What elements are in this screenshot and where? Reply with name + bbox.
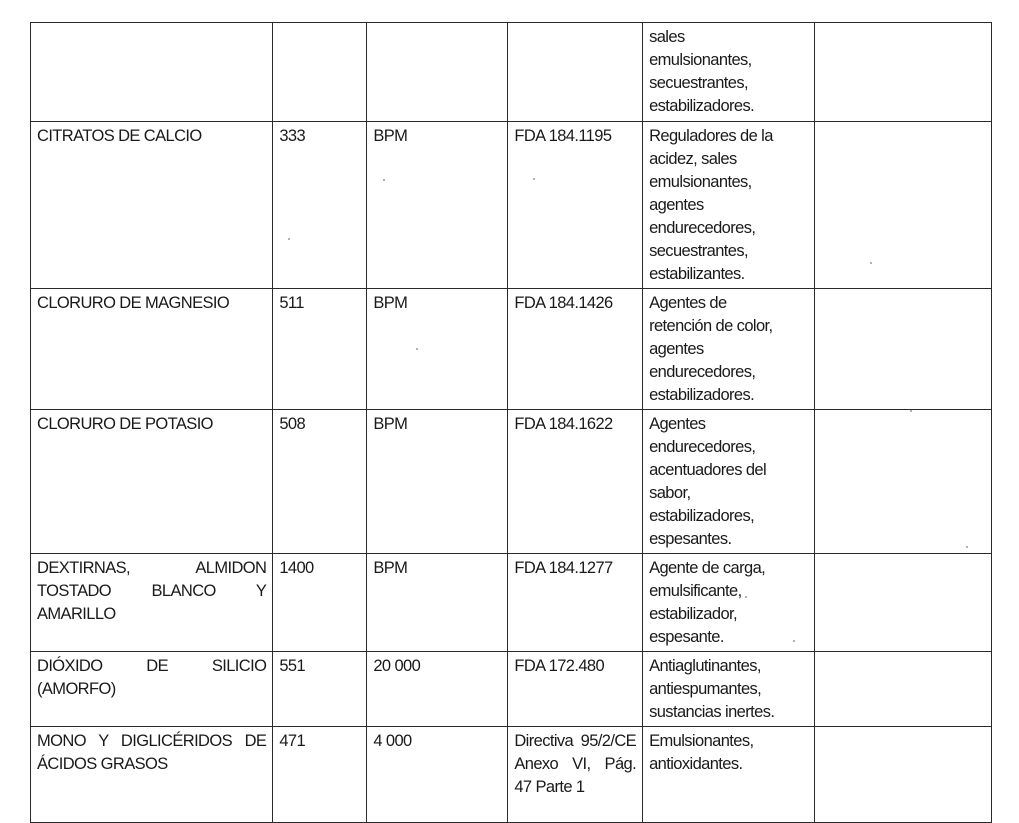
scan-speck: [383, 179, 385, 181]
function-line: Antiaglutinantes,: [649, 657, 761, 675]
ins-number-cell: [273, 289, 367, 410]
reference-text: FDA 184.1277: [514, 559, 613, 577]
additive-name-cell: [31, 122, 273, 289]
scan-speck: [416, 348, 418, 350]
scan-speck: [533, 178, 535, 180]
notes-cell: [815, 652, 992, 727]
max-limit-cell: [367, 122, 508, 289]
scan-speck: [793, 640, 795, 642]
scan-speck: [745, 596, 747, 598]
additives-table-container: [30, 22, 992, 823]
function-line: acidez, sales: [649, 150, 737, 168]
function-line: endurecedores,: [649, 363, 756, 381]
function-line: endurecedores,: [649, 219, 756, 237]
additive-name-text: MONO Y DIGLICÉRIDOS DE ÁCIDOS GRASOS: [37, 732, 267, 773]
table-row: [31, 23, 992, 122]
function-line: estabilizantes.: [649, 265, 745, 283]
additive-name-cell: [31, 410, 273, 554]
function-line: Reguladores de la: [649, 127, 773, 145]
scan-speck: [966, 546, 968, 548]
technological-function-cell: [643, 122, 815, 289]
function-line: retención de color,: [649, 317, 773, 335]
technological-function-cell: [643, 554, 815, 652]
function-line: emulsionantes,: [649, 173, 752, 191]
reference-cell: [508, 122, 643, 289]
function-line: agentes: [649, 196, 704, 214]
reference-cell: [508, 23, 643, 122]
table-row: [31, 554, 992, 652]
function-line: sustancias inertes.: [649, 703, 775, 721]
function-line: emulsificante,: [649, 582, 742, 600]
function-line: estabilizadores.: [649, 386, 755, 404]
function-line: sabor,: [649, 484, 691, 502]
max-limit-text: BPM: [373, 294, 408, 312]
function-line: sales: [649, 28, 685, 46]
max-limit-cell: [367, 727, 508, 823]
ins-number-cell: [273, 23, 367, 122]
ins-number-text: 551: [279, 657, 306, 675]
max-limit-text: BPM: [373, 415, 408, 433]
table-row: [31, 652, 992, 727]
additive-name-cell: [31, 727, 273, 823]
notes-cell: [815, 554, 992, 652]
additive-name-text: DEXTIRNAS, ALMIDON TOSTADO BLANCO Y AMARILLO: [37, 559, 267, 623]
max-limit-cell: [367, 289, 508, 410]
reference-text: FDA 172.480: [514, 657, 605, 675]
additive-name-cell: [31, 23, 273, 122]
ins-number-cell: [273, 652, 367, 727]
reference-text: FDA 184.1195: [514, 127, 612, 145]
ins-number-cell: [273, 410, 367, 554]
ins-number-text: 511: [279, 294, 304, 312]
technological-function-cell: [643, 727, 815, 823]
table-row: [31, 289, 992, 410]
function-line: estabilizadores.: [649, 97, 755, 115]
function-line: acentuadores del: [649, 461, 767, 479]
ins-number-cell: [273, 727, 367, 823]
function-line: secuestrantes,: [649, 74, 748, 92]
reference-cell: [508, 554, 643, 652]
max-limit-text: 4 000: [373, 732, 412, 750]
function-line: estabilizadores,: [649, 507, 755, 525]
function-line: endurecedores,: [649, 438, 756, 456]
reference-text: FDA 184.1622: [514, 415, 613, 433]
additive-name-cell: [31, 652, 273, 727]
technological-function-cell: [643, 410, 815, 554]
scan-speck: [288, 238, 290, 240]
ins-number-text: 508: [279, 415, 306, 433]
technological-function-cell: [643, 23, 815, 122]
scan-speck: [910, 410, 912, 412]
reference-cell: [508, 410, 643, 554]
additives-table-body: [31, 23, 992, 823]
additives-table: [30, 22, 992, 823]
function-line: Agentes: [649, 415, 706, 433]
function-line: estabilizador,: [649, 605, 737, 623]
max-limit-cell: [367, 652, 508, 727]
ins-number-text: 1400: [279, 559, 314, 577]
additive-name-cell: [31, 554, 273, 652]
function-line: agentes: [649, 340, 704, 358]
function-line: antioxidantes.: [649, 755, 743, 773]
technological-function-cell: [643, 289, 815, 410]
reference-text: Directiva 95/2/CE Anexo VI, Pág. 47 Parte 1: [514, 732, 637, 796]
additive-name-text: CITRATOS DE CALCIO: [37, 127, 202, 145]
function-line: antiespumantes,: [649, 680, 762, 698]
additive-name-cell: [31, 289, 273, 410]
function-line: Agentes de: [649, 294, 727, 312]
function-line: secuestrantes,: [649, 242, 748, 260]
table-row: [31, 410, 992, 554]
reference-text: FDA 184.1426: [514, 294, 613, 312]
ins-number-cell: [273, 554, 367, 652]
function-line: Agente de carga,: [649, 559, 766, 577]
reference-cell: [508, 652, 643, 727]
max-limit-cell: [367, 410, 508, 554]
additive-name-text: CLORURO DE MAGNESIO: [37, 294, 230, 312]
function-line: Emulsionantes,: [649, 732, 754, 750]
scan-speck: [870, 262, 872, 264]
notes-cell: [815, 23, 992, 122]
notes-cell: [815, 122, 992, 289]
additive-name-text: DIÓXIDO DE SILICIO (AMORFO): [37, 657, 267, 698]
ins-number-text: 471: [279, 732, 306, 750]
reference-cell: [508, 289, 643, 410]
max-limit-cell: [367, 554, 508, 652]
function-line: emulsionantes,: [649, 51, 752, 69]
max-limit-text: 20 000: [373, 657, 421, 675]
function-line: espesantes.: [649, 530, 732, 548]
technological-function-cell: [643, 652, 815, 727]
max-limit-text: BPM: [373, 127, 408, 145]
notes-cell: [815, 289, 992, 410]
ins-number-cell: [273, 122, 367, 289]
notes-cell: [815, 727, 992, 823]
table-row: [31, 727, 992, 823]
notes-cell: [815, 410, 992, 554]
max-limit-cell: [367, 23, 508, 122]
reference-cell: [508, 727, 643, 823]
ins-number-text: 333: [279, 127, 306, 145]
table-row: [31, 122, 992, 289]
function-line: espesante.: [649, 628, 724, 646]
additive-name-text: CLORURO DE POTASIO: [37, 415, 213, 433]
max-limit-text: BPM: [373, 559, 408, 577]
